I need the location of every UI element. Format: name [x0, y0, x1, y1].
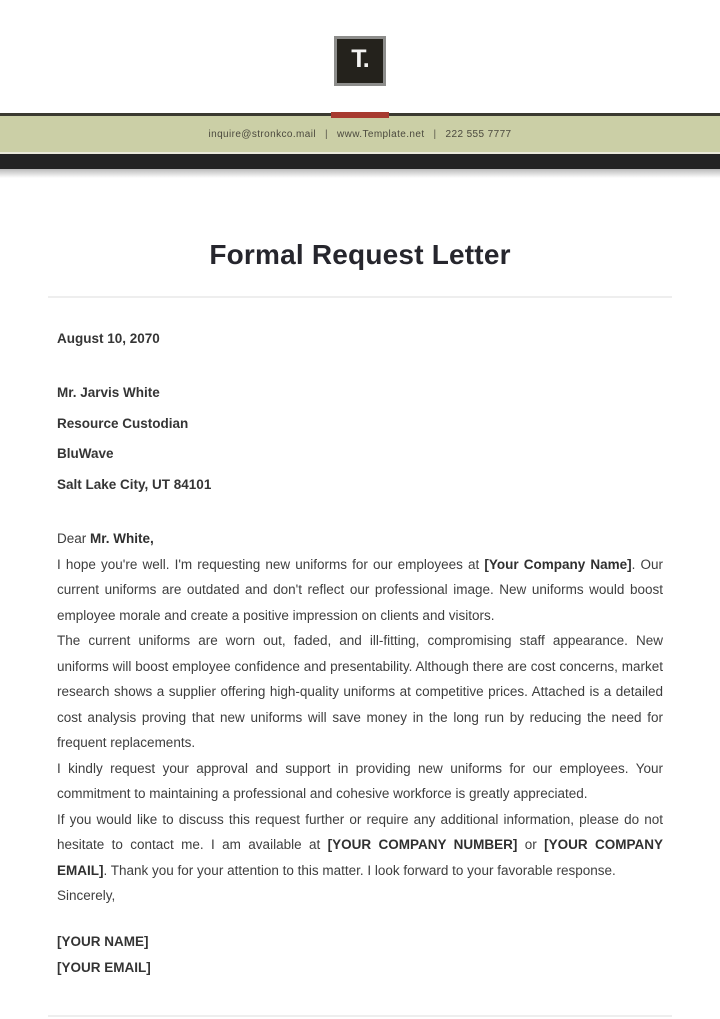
page-bottom-divider [48, 1015, 672, 1017]
recipient-address: Salt Lake City, UT 84101 [57, 476, 212, 492]
salutation: Dear Mr. White, [57, 531, 154, 546]
logo-monogram-icon: T. [351, 45, 369, 73]
accent-rule [331, 112, 389, 118]
recipient-company: BluWave [57, 446, 114, 461]
contact-bar [0, 113, 720, 152]
contact-email: inquire@stronkco.mail [208, 128, 316, 140]
recipient-role: Resource Custodian [57, 415, 189, 431]
body-paragraph: If you would like to discuss this request further or require any additional information, please do not hesitate to contact me. I am available at [YOUR COMPANY NUMBER] or [YOUR COMPANY EMAIL]. Thank you for your attention to this matter. I look forward to your favorable response. [57, 811, 663, 878]
body-paragraph: I kindly request your approval and support in providing new uniforms for our employees. Your commitment to maintaining a professional and cohesive workforce is greatly appreciated. [57, 760, 663, 801]
title-divider [48, 296, 672, 298]
letter-body [57, 526, 663, 909]
header-shadow [0, 169, 720, 178]
letter-content [0, 238, 720, 1017]
signature-block [57, 929, 663, 981]
company-logo [334, 36, 386, 86]
contact-phone: 222 555 7777 [445, 128, 512, 140]
signature-name: [YOUR NAME] [57, 933, 149, 949]
contact-separator: | [433, 128, 437, 140]
recipient-name: Mr. Jarvis White [57, 385, 160, 400]
signature-email: [YOUR EMAIL] [57, 959, 151, 975]
letterhead [0, 0, 720, 178]
header-dark-bar [0, 154, 720, 169]
page-title: Formal Request Letter [209, 239, 511, 270]
body-paragraph: I hope you're well. I'm requesting new uniforms for our employees at [Your Company Name]. Our current uniforms are outdated and don't reflect our professional image. New uniforms would boost employee morale and create a positive impression on clients and visitors. [57, 556, 663, 623]
closing: Sincerely, [57, 888, 116, 903]
contact-separator: | [324, 128, 328, 140]
letterhead-top [0, 0, 720, 113]
letter-date: August 10, 2070 [57, 331, 160, 346]
contact-website: www.Template.net [336, 128, 425, 140]
recipient-block [57, 378, 663, 500]
body-paragraph: The current uniforms are worn out, faded, and ill-fitting, compromising staff appearance. New uniforms will boost employee confidence and presentability. Although there are cost concerns, market research shows a supplier offering high-quality uniforms at competitive prices. Attached is a detailed cost analysis proving that new uniforms will save money in the long run by reducing the need for frequent replacements. [57, 633, 663, 750]
